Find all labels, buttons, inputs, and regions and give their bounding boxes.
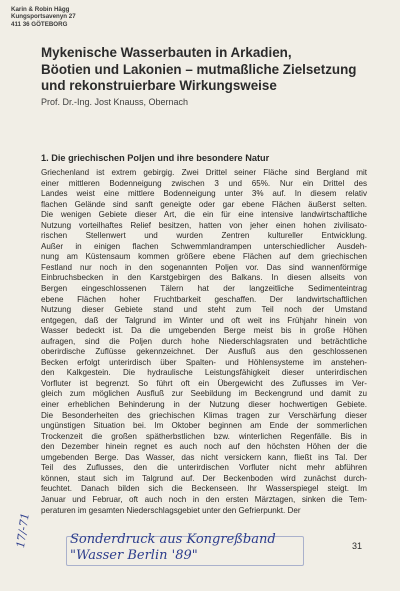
body-line: aufragen, sind die Poljen durch hohe Niederschlagsraten und beträchtliche	[41, 336, 367, 346]
body-line: einer erheblichen Behinderung in der Nutzung dieser hochwertigen Gebiete.	[41, 400, 367, 410]
body-line: Die wenigen Gebiete dieser Art, die ein für eine intensive landwirtschaftliche	[41, 210, 367, 220]
body-text	[41, 168, 367, 516]
author-line: Prof. Dr.-Ing. Jost Knauss, Obernach	[41, 97, 189, 107]
body-line: entgegen, daß der Talgrund im Winter und oft weit ins Frühjahr hinein von	[41, 315, 367, 325]
body-line: können, staut sich im Talgrund auf. Der Beckenboden wird zunächst durch-	[41, 473, 367, 483]
body-line: Griechenland ist extrem gebirgig. Zwei Drittel seiner Fläche sind Bergland mit	[41, 168, 367, 177]
stamp-line: Kungsportsavenyn 27	[11, 13, 76, 21]
body-line: flachen Gelände sind sanft geneigte oder gar ebene Flächen äußerst selten.	[41, 199, 367, 209]
title-line: Mykenische Wasserbauten in Arkadien,	[41, 45, 292, 60]
body-line: den Dezember hinein regnet es auch noch auf den höchsten Höhen der die	[41, 442, 367, 452]
body-line: Trockenzeit die großen spätherbstlichen bzw. winterlichen Regenfälle. Bis in	[41, 431, 367, 441]
title-line: und rekonstruierbare Wirkungsweise	[41, 78, 277, 94]
stamp-line: Karin & Robin Hägg	[11, 6, 70, 13]
body-line: Landes weist eine mittlere Bodenneigung unter 3% auf. In diesem relativ	[41, 189, 367, 199]
body-line: Festland nur noch in den sogenannten Poljen vor. Das sind wannenförmige	[41, 262, 367, 272]
body-line: feuchtet. Danach bilden sich die Beckenseen. Ihr Wasserspiegel steigt. Im	[41, 484, 367, 494]
body-line: Nutzung dieser Gebiete stand und steht zum Teil noch der Umstand	[41, 305, 367, 315]
body-line: Einbruchsbecken in den Karstgebirgen des Balkans. In diesen allseits von	[41, 273, 367, 283]
stamp-line: 411 36 GÖTEBORG	[11, 20, 68, 28]
body-line: oberirdische Zuflüsse gekennzeichnet. Der Ausfluß aus den geschlossenen	[41, 347, 367, 357]
body-line: einer mittleren Bodenneigung zwischen 3 und 65%. Nur ein Drittel des	[41, 178, 367, 188]
body-line: Wasser bedeckt ist. Da die umgebenden Berge meist bis in große Höhen	[41, 326, 367, 336]
title-line: Böotien und Lakonien – mutmaßliche Zielsetzung	[41, 61, 357, 77]
body-line: gleich zum möglichen Ausfluß zur Seebildung im Beckengrund und damit zu	[41, 389, 367, 399]
body-line: Bergen eingeschlossenen Tälern hat der langzeitliche Sedimenteintrag	[41, 284, 367, 294]
handwritten-note	[70, 532, 310, 564]
article-title	[41, 45, 361, 95]
body-line: den Kalkgestein. Die hydraulische Leistungsfähigkeit dieser unterirdischen	[41, 368, 367, 378]
body-line: ungünstigen Situation bei. Im Oktober beginnen am Ende der sommerlichen	[41, 421, 367, 431]
body-line: nung am Küstensaum kommen größere ebene Flächen auf dem griechischen	[41, 252, 367, 262]
body-line: Außer in einigen flachen Schwemmlandrampen unterschiedlicher Ausdeh-	[41, 241, 367, 251]
body-line: peraturen im gesamten Niederschlagsgebiet unter den Gefrierpunkt. Der	[41, 505, 301, 515]
body-line: Becken erfolgt unterirdisch über Spalten- und Höhlensysteme im anstehen-	[41, 357, 367, 367]
section-heading: 1. Die griechischen Poljen und ihre besondere Natur	[41, 153, 270, 163]
body-line: Die Besonderheiten des griechischen Klimas tragen zur Verschärfung dieser	[41, 410, 367, 420]
page-number: 31	[352, 541, 363, 551]
body-line: Januar und Februar, oft auch noch in den ersten Märztagen, sinken die Tem-	[41, 494, 367, 504]
handwritten-line: "Wasser Berlin '89"	[70, 548, 198, 563]
margin-handwriting: 17/-71	[14, 511, 32, 549]
handwritten-line: Sonderdruck aus Kongreßband	[70, 532, 276, 547]
body-line: Vorfluter ist begrenzt. So führt oft ein Übergewicht des Zuflusses im Ver-	[41, 378, 367, 388]
body-line: Nutzung vorteilhaftes Relief besitzen, hatten von jeher einen hohen zivilisato-	[41, 220, 367, 230]
body-line: umgebenden Berge. Das Wasser, das nicht versickern kann, fließt ins Tal. Der	[41, 452, 367, 462]
body-line: ebene Flächen hoher Fruchtbarkeit geschaffen. Der landwirtschaftlichen	[41, 294, 367, 304]
owner-stamp	[11, 6, 76, 28]
body-line: rischen Stellenwert und wurden Zentren kultureller Entwicklung.	[41, 231, 367, 241]
body-line: Teil des Zuflusses, den die unterirdischen Vorfluter nicht mehr abführen	[41, 463, 367, 473]
